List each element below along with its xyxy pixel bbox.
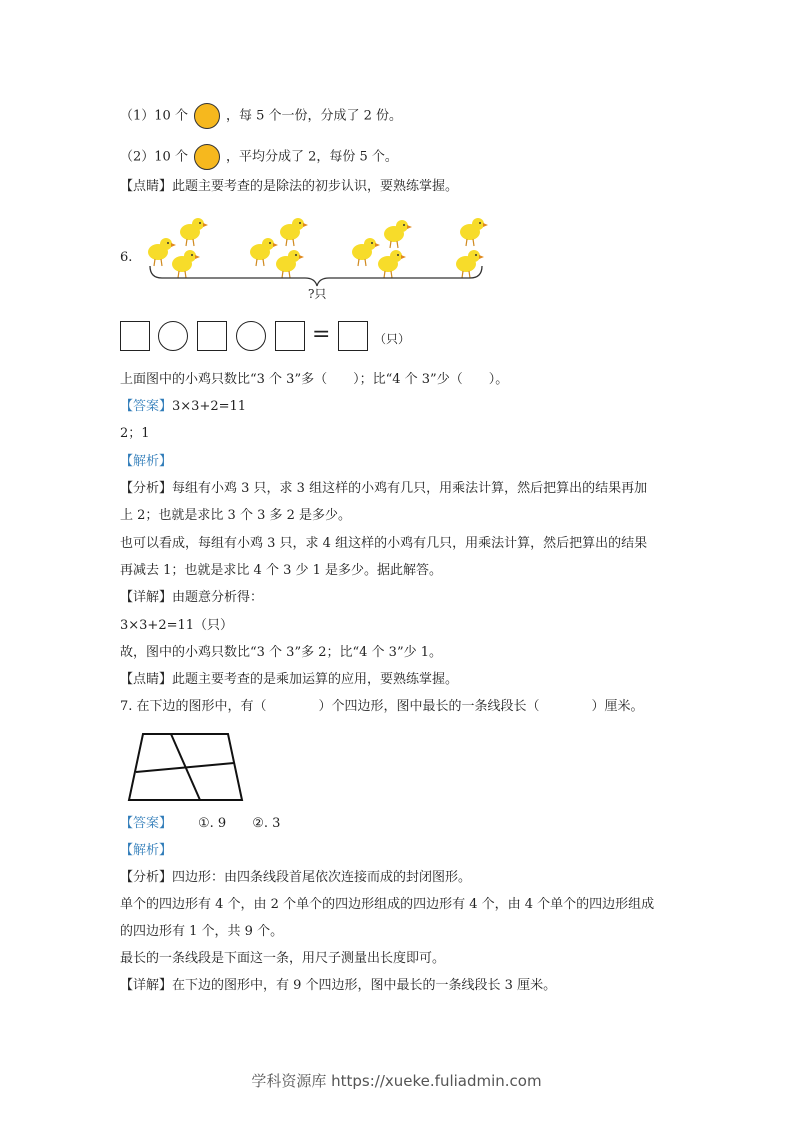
q7-answer — [120, 815, 280, 833]
chick-icon — [352, 238, 380, 266]
q6-dianjing: 【点睛】此题主要考查的是乘加运算的应用，要熟练掌握。 — [120, 672, 459, 687]
q6-jiexi: 【解析】 — [120, 454, 173, 469]
q6-answer-line2: 2；1 — [120, 426, 150, 441]
q5-dianjing: 【点睛】此题主要考查的是除法的初步认识，要熟练掌握。 — [120, 179, 459, 194]
chick-icon — [460, 218, 488, 246]
result-box[interactable] — [338, 321, 368, 351]
q7-fenxi: 【分析】四边形：由四条线段首尾依次连接而成的封闭图形。 — [120, 870, 472, 885]
answer-tag: 【答案】 — [120, 816, 173, 831]
q7-question: 7. 在下边的图形中，有（ ）个四边形，图中最长的一条线段长（ ）厘米。 — [120, 699, 644, 714]
brace-label: ?只 — [308, 287, 327, 301]
answer-box[interactable] — [197, 321, 227, 351]
q6-fenxi-4: 再减去 1；也就是求比 4 个 3 少 1 是多少。据此解答。 — [120, 563, 443, 578]
q6-answer — [120, 398, 246, 416]
q7-line4: 最长的一条线段是下面这一条，用尺子测量出长度即可。 — [120, 951, 446, 966]
q6-fenxi-1: 【分析】每组有小鸡 3 只，求 3 组这样的小鸡有几只，用乘法计算，然后把算出的结果再加 — [120, 481, 648, 496]
answer-box[interactable] — [120, 321, 150, 351]
coin-icon — [194, 103, 220, 129]
q5-line2-post: ，平均分成了 2，每份 5 个。 — [225, 149, 398, 165]
unit-label: （只） — [374, 332, 411, 346]
q7-line3: 的四边形有 1 个，共 9 个。 — [120, 924, 284, 939]
curly-brace — [150, 266, 482, 286]
chick-icon — [384, 220, 412, 248]
q6-fenxi-3: 也可以看成，每组有小鸡 3 只，求 4 组这样的小鸡有几只，用乘法计算，然后把算出的结果 — [120, 536, 648, 551]
answer-line1: 3×3+2=11 — [172, 399, 247, 414]
equals-sign: = — [312, 322, 331, 347]
footer-watermark: 学科资源库 https://xueke.fuliadmin.com — [251, 1072, 542, 1090]
q6-calc: 3×3+2=11（只） — [120, 618, 234, 633]
chick-icon — [172, 250, 200, 278]
operator-circle[interactable] — [158, 321, 188, 351]
q6-conclusion: 故，图中的小鸡只数比“3 个 3”多 2；比“4 个 3”少 1。 — [120, 645, 443, 660]
quadrilateral-figure — [125, 730, 250, 805]
q7-xiangjie: 【详解】在下边的图形中，有 9 个四边形，图中最长的一条线段长 3 厘米。 — [120, 978, 557, 993]
q7-line2: 单个的四边形有 4 个，由 2 个单个的四边形组成的四边形有 4 个，由 4 个单个的四边形组成 — [120, 897, 655, 912]
q5-line2 — [120, 144, 398, 170]
chick-icon — [180, 218, 208, 246]
q5-line2-pre: （2）10 个 — [120, 149, 188, 165]
q5-line1 — [120, 103, 402, 129]
chick-icon — [280, 218, 308, 246]
operator-circle[interactable] — [236, 321, 266, 351]
q5-line1-pre: （1）10 个 — [120, 108, 188, 124]
chick-icon — [378, 250, 406, 278]
q6-xiangjie: 【详解】由题意分析得： — [120, 590, 264, 605]
chick-icon — [250, 238, 278, 266]
chick-icon — [148, 238, 176, 266]
coin-icon — [194, 144, 220, 170]
q6-number: 6. — [120, 250, 133, 265]
chick-icon — [276, 250, 304, 278]
q5-line1-post: ，每 5 个一份，分成了 2 份。 — [225, 108, 403, 124]
q7-jiexi: 【解析】 — [120, 843, 173, 858]
answer-values: ①. 9 ②. 3 — [198, 816, 281, 831]
q6-fenxi-2: 上 2；也就是求比 3 个 3 多 2 是多少。 — [120, 508, 352, 523]
q6-question: 上面图中的小鸡只数比“3 个 3”多（ ）；比“4 个 3”少（ ）。 — [120, 372, 509, 387]
answer-box[interactable] — [275, 321, 305, 351]
answer-tag: 【答案】 — [120, 399, 173, 414]
